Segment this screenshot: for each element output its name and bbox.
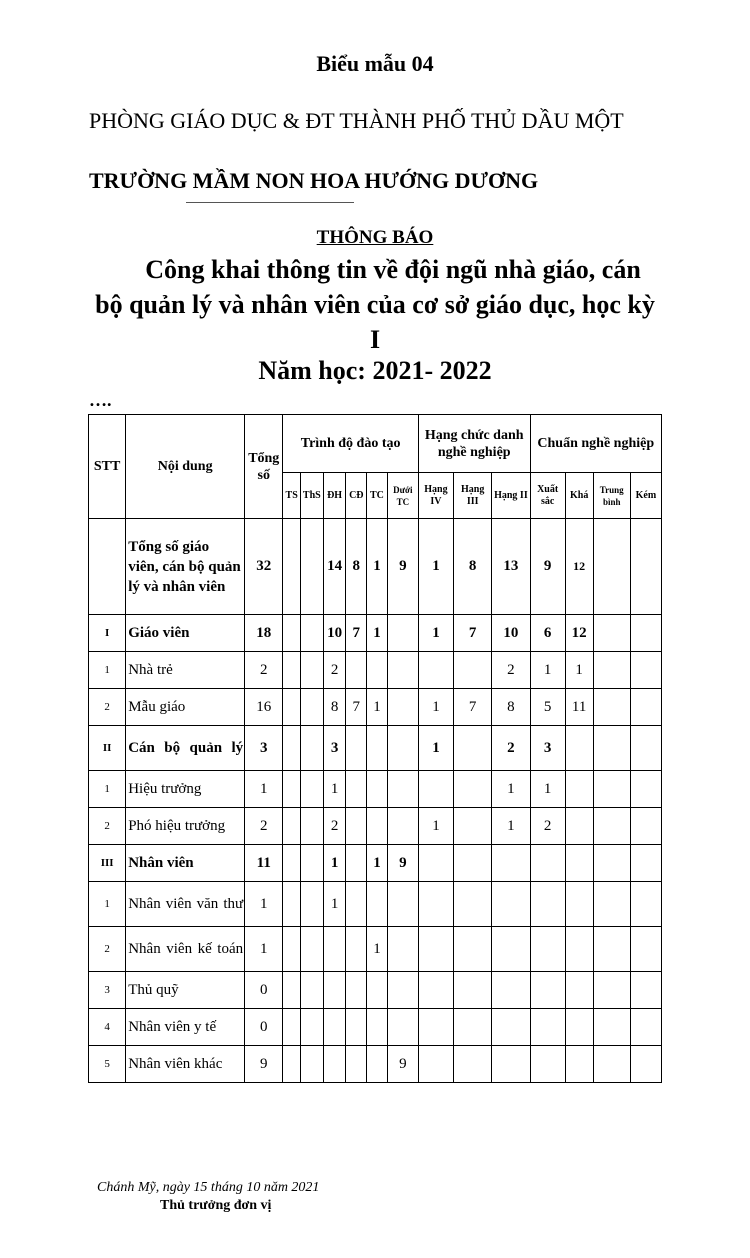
cell-trung-binh [593, 652, 630, 689]
row-label: Hiệu trưởng [126, 771, 245, 808]
cell-ths [300, 1009, 323, 1046]
cell-ths [300, 615, 323, 652]
cell-hang-iv [418, 1009, 453, 1046]
cell-hang-ii: 2 [492, 726, 530, 771]
cell-tc [367, 972, 388, 1009]
cell-trung-binh [593, 726, 630, 771]
cell-hang-iv: 1 [418, 726, 453, 771]
row-stt: III [89, 845, 126, 882]
row-stt: 4 [89, 1009, 126, 1046]
row-label: Giáo viên [126, 615, 245, 652]
row-label: Nhà trẻ [126, 652, 245, 689]
cell-hang-iii [454, 808, 492, 845]
row-label: Nhân viên kế toán [126, 927, 245, 972]
row-stt: I [89, 615, 126, 652]
cell-hang-iii [454, 845, 492, 882]
cell-cd [346, 771, 367, 808]
row-label: Tổng số giáo viên, cán bộ quản lý và nhân viên [126, 519, 245, 615]
table-row [89, 972, 662, 1009]
cell-hang-iii: 7 [454, 689, 492, 726]
row-label: Thủ quỹ [126, 972, 245, 1009]
row-stt: 1 [89, 882, 126, 927]
cell-kem [630, 882, 661, 927]
cell-ths [300, 972, 323, 1009]
cell-dh [323, 1009, 346, 1046]
row-stt: 3 [89, 972, 126, 1009]
cell-dh: 8 [323, 689, 346, 726]
cell-ths [300, 927, 323, 972]
cell-ths [300, 771, 323, 808]
subheader-hang-iv: Hạng IV [418, 473, 453, 519]
cell-dh: 2 [323, 808, 346, 845]
header-training: Trình độ đào tạo [283, 415, 419, 473]
cell-hang-ii: 1 [492, 808, 530, 845]
school-name: TRƯỜNG MẦM NON HOA HƯỚNG DƯƠNG [89, 168, 539, 193]
cell-total: 1 [245, 771, 283, 808]
cell-hang-ii: 1 [492, 771, 530, 808]
cell-total: 0 [245, 972, 283, 1009]
cell-duoi-tc: 9 [387, 519, 418, 615]
cell-total: 2 [245, 652, 283, 689]
cell-tc: 1 [367, 927, 388, 972]
cell-kha [565, 726, 593, 771]
cell-cd [346, 882, 367, 927]
cell-kha: 12 [565, 615, 593, 652]
cell-cd [346, 845, 367, 882]
cell-tc [367, 1009, 388, 1046]
cell-ths [300, 1046, 323, 1083]
subheader-hang-ii: Hạng II [492, 473, 530, 519]
cell-trung-binh [593, 771, 630, 808]
cell-hang-iv: 1 [418, 808, 453, 845]
cell-trung-binh [593, 615, 630, 652]
cell-trung-binh [593, 1009, 630, 1046]
cell-xuat-sac [530, 1046, 565, 1083]
header-stt: STT [89, 415, 126, 519]
cell-hang-iv: 1 [418, 615, 453, 652]
cell-ths [300, 845, 323, 882]
cell-hang-iv [418, 771, 453, 808]
cell-dh: 1 [323, 882, 346, 927]
cell-hang-iv [418, 1046, 453, 1083]
cell-kem [630, 652, 661, 689]
cell-dh: 10 [323, 615, 346, 652]
table-row [89, 689, 662, 726]
table-row [89, 615, 662, 652]
cell-tc [367, 771, 388, 808]
row-label: Phó hiệu trưởng [126, 808, 245, 845]
subheader-dh: ĐH [323, 473, 346, 519]
cell-kha [565, 1009, 593, 1046]
cell-xuat-sac: 1 [530, 771, 565, 808]
cell-cd [346, 1046, 367, 1083]
cell-hang-iv [418, 882, 453, 927]
cell-duoi-tc [387, 882, 418, 927]
cell-ts [283, 1046, 301, 1083]
cell-total: 3 [245, 726, 283, 771]
cell-ts [283, 652, 301, 689]
cell-trung-binh [593, 689, 630, 726]
cell-kem [630, 927, 661, 972]
header-rank: Hạng chức danh nghề nghiệp [418, 415, 530, 473]
cell-cd: 7 [346, 615, 367, 652]
cell-dh: 1 [323, 845, 346, 882]
table-row [89, 652, 662, 689]
cell-ts [283, 927, 301, 972]
cell-duoi-tc [387, 652, 418, 689]
row-label: Nhân viên khác [126, 1046, 245, 1083]
row-label: Nhân viên văn thư [126, 882, 245, 927]
cell-dh: 14 [323, 519, 346, 615]
cell-kem [630, 1009, 661, 1046]
cell-hang-iii [454, 726, 492, 771]
cell-hang-ii [492, 845, 530, 882]
cell-trung-binh [593, 519, 630, 615]
cell-hang-iii: 7 [454, 615, 492, 652]
table-row [89, 726, 662, 771]
row-label: Cán bộ quản lý [126, 726, 245, 771]
cell-kha [565, 882, 593, 927]
cell-hang-iii [454, 1046, 492, 1083]
row-stt: 2 [89, 689, 126, 726]
cell-dh: 2 [323, 652, 346, 689]
cell-tc: 1 [367, 689, 388, 726]
row-stt: 1 [89, 771, 126, 808]
cell-total: 18 [245, 615, 283, 652]
cell-cd [346, 1009, 367, 1046]
cell-trung-binh [593, 1046, 630, 1083]
cell-duoi-tc [387, 726, 418, 771]
cell-hang-iv: 1 [418, 519, 453, 615]
table-row [89, 845, 662, 882]
header-row [89, 415, 662, 473]
row-label: Nhân viên [126, 845, 245, 882]
cell-kha [565, 972, 593, 1009]
cell-kem [630, 615, 661, 652]
cell-trung-binh [593, 845, 630, 882]
cell-tc [367, 1046, 388, 1083]
cell-xuat-sac: 2 [530, 808, 565, 845]
cell-tc [367, 726, 388, 771]
cell-tc [367, 808, 388, 845]
cell-ths [300, 519, 323, 615]
ellipsis-dots: …. [89, 390, 112, 410]
cell-hang-iii [454, 1009, 492, 1046]
subheader-tc: TC [367, 473, 388, 519]
cell-duoi-tc [387, 689, 418, 726]
cell-hang-iii [454, 882, 492, 927]
cell-hang-iv [418, 652, 453, 689]
cell-tc [367, 652, 388, 689]
cell-xuat-sac [530, 845, 565, 882]
header-content: Nội dung [126, 415, 245, 519]
subheader-cd: CĐ [346, 473, 367, 519]
cell-hang-iv [418, 845, 453, 882]
cell-kha [565, 845, 593, 882]
table-row [89, 808, 662, 845]
row-stt: 1 [89, 652, 126, 689]
cell-xuat-sac: 5 [530, 689, 565, 726]
cell-total: 1 [245, 927, 283, 972]
cell-ts [283, 771, 301, 808]
cell-ths [300, 689, 323, 726]
cell-ths [300, 726, 323, 771]
cell-ts [283, 882, 301, 927]
cell-xuat-sac [530, 927, 565, 972]
row-stt: II [89, 726, 126, 771]
cell-kem [630, 519, 661, 615]
cell-hang-iv [418, 927, 453, 972]
cell-ts [283, 726, 301, 771]
cell-trung-binh [593, 972, 630, 1009]
cell-hang-iv [418, 972, 453, 1009]
cell-xuat-sac: 1 [530, 652, 565, 689]
subheader-hang-iii: Hạng III [454, 473, 492, 519]
cell-hang-ii [492, 972, 530, 1009]
cell-ths [300, 652, 323, 689]
department-name: PHÒNG GIÁO DỤC & ĐT THÀNH PHỐ THỦ DẦU MỘT [89, 108, 624, 133]
school-underline [186, 202, 354, 203]
cell-ts [283, 1009, 301, 1046]
row-label: Mẫu giáo [126, 689, 245, 726]
cell-hang-iv: 1 [418, 689, 453, 726]
cell-xuat-sac: 3 [530, 726, 565, 771]
cell-tc: 1 [367, 615, 388, 652]
subheader-kem: Kém [630, 473, 661, 519]
cell-hang-ii: 10 [492, 615, 530, 652]
cell-dh: 1 [323, 771, 346, 808]
cell-kha [565, 1046, 593, 1083]
cell-duoi-tc [387, 927, 418, 972]
cell-hang-ii [492, 882, 530, 927]
staff-table [88, 414, 662, 1083]
subheader-ths: ThS [300, 473, 323, 519]
cell-hang-iii: 8 [454, 519, 492, 615]
cell-cd [346, 652, 367, 689]
cell-kha [565, 927, 593, 972]
cell-hang-ii: 8 [492, 689, 530, 726]
cell-trung-binh [593, 927, 630, 972]
place-date: Chánh Mỹ, ngày 15 tháng 10 năm 2021 [97, 1180, 320, 1195]
cell-duoi-tc [387, 615, 418, 652]
document-title [95, 252, 655, 357]
table-row [89, 927, 662, 972]
cell-hang-ii [492, 1009, 530, 1046]
cell-cd: 7 [346, 689, 367, 726]
cell-ts [283, 615, 301, 652]
cell-kem [630, 726, 661, 771]
cell-ths [300, 808, 323, 845]
cell-tc: 1 [367, 519, 388, 615]
cell-hang-iii [454, 652, 492, 689]
form-code: Biểu mẫu 04 [316, 51, 434, 76]
cell-duoi-tc [387, 808, 418, 845]
cell-hang-ii: 13 [492, 519, 530, 615]
school-year: Năm học: 2021- 2022 [258, 356, 492, 385]
notice-label: THÔNG BÁO [316, 227, 434, 248]
cell-kha [565, 771, 593, 808]
subheader-xuat-sac: Xuất sắc [530, 473, 565, 519]
row-stt: 5 [89, 1046, 126, 1083]
table-row [89, 519, 662, 615]
document-title-text: Công khai thông tin về đội ngũ nhà giáo, cán bộ quản lý và nhân viên của cơ sở giáo dục, học kỳ I [95, 255, 655, 354]
cell-hang-iii [454, 927, 492, 972]
cell-kem [630, 845, 661, 882]
cell-ts [283, 689, 301, 726]
cell-ts [283, 808, 301, 845]
cell-duoi-tc [387, 1009, 418, 1046]
cell-tc: 1 [367, 845, 388, 882]
cell-total: 2 [245, 808, 283, 845]
row-label: Nhân viên y tế [126, 1009, 245, 1046]
cell-kem [630, 808, 661, 845]
cell-cd [346, 726, 367, 771]
cell-duoi-tc: 9 [387, 1046, 418, 1083]
cell-trung-binh [593, 808, 630, 845]
cell-hang-ii [492, 927, 530, 972]
cell-cd [346, 927, 367, 972]
cell-dh [323, 972, 346, 1009]
cell-ts [283, 519, 301, 615]
subheader-duoi-tc: Dưới TC [387, 473, 418, 519]
cell-duoi-tc [387, 972, 418, 1009]
cell-hang-iii [454, 771, 492, 808]
table-row [89, 771, 662, 808]
cell-total: 0 [245, 1009, 283, 1046]
cell-trung-binh [593, 882, 630, 927]
cell-cd [346, 972, 367, 1009]
subheader-ts: TS [283, 473, 301, 519]
subheader-trung-binh: Trung bình [593, 473, 630, 519]
cell-kem [630, 972, 661, 1009]
cell-ts [283, 972, 301, 1009]
cell-total: 11 [245, 845, 283, 882]
cell-xuat-sac [530, 882, 565, 927]
row-stt: 2 [89, 927, 126, 972]
cell-kem [630, 689, 661, 726]
subheader-kha: Khá [565, 473, 593, 519]
table-row [89, 1009, 662, 1046]
header-standard: Chuẩn nghề nghiệp [530, 415, 661, 473]
cell-kha: 12 [565, 519, 593, 615]
row-stt: 2 [89, 808, 126, 845]
cell-kha [565, 808, 593, 845]
cell-total: 9 [245, 1046, 283, 1083]
cell-dh [323, 1046, 346, 1083]
cell-duoi-tc: 9 [387, 845, 418, 882]
cell-xuat-sac [530, 1009, 565, 1046]
cell-xuat-sac: 6 [530, 615, 565, 652]
cell-hang-iii [454, 972, 492, 1009]
cell-hang-ii: 2 [492, 652, 530, 689]
cell-duoi-tc [387, 771, 418, 808]
cell-kha: 11 [565, 689, 593, 726]
cell-ts [283, 845, 301, 882]
cell-kem [630, 771, 661, 808]
cell-ths [300, 882, 323, 927]
cell-total: 32 [245, 519, 283, 615]
cell-kem [630, 1046, 661, 1083]
cell-total: 16 [245, 689, 283, 726]
cell-xuat-sac [530, 972, 565, 1009]
row-stt [89, 519, 126, 615]
cell-xuat-sac: 9 [530, 519, 565, 615]
table-row [89, 882, 662, 927]
cell-kha: 1 [565, 652, 593, 689]
cell-hang-ii [492, 1046, 530, 1083]
table-row [89, 1046, 662, 1083]
header-total: Tổng số [245, 415, 283, 519]
cell-dh [323, 927, 346, 972]
signer-title: Thủ trưởng đơn vị [160, 1198, 272, 1213]
cell-total: 1 [245, 882, 283, 927]
cell-cd: 8 [346, 519, 367, 615]
cell-dh: 3 [323, 726, 346, 771]
cell-tc [367, 882, 388, 927]
cell-cd [346, 808, 367, 845]
